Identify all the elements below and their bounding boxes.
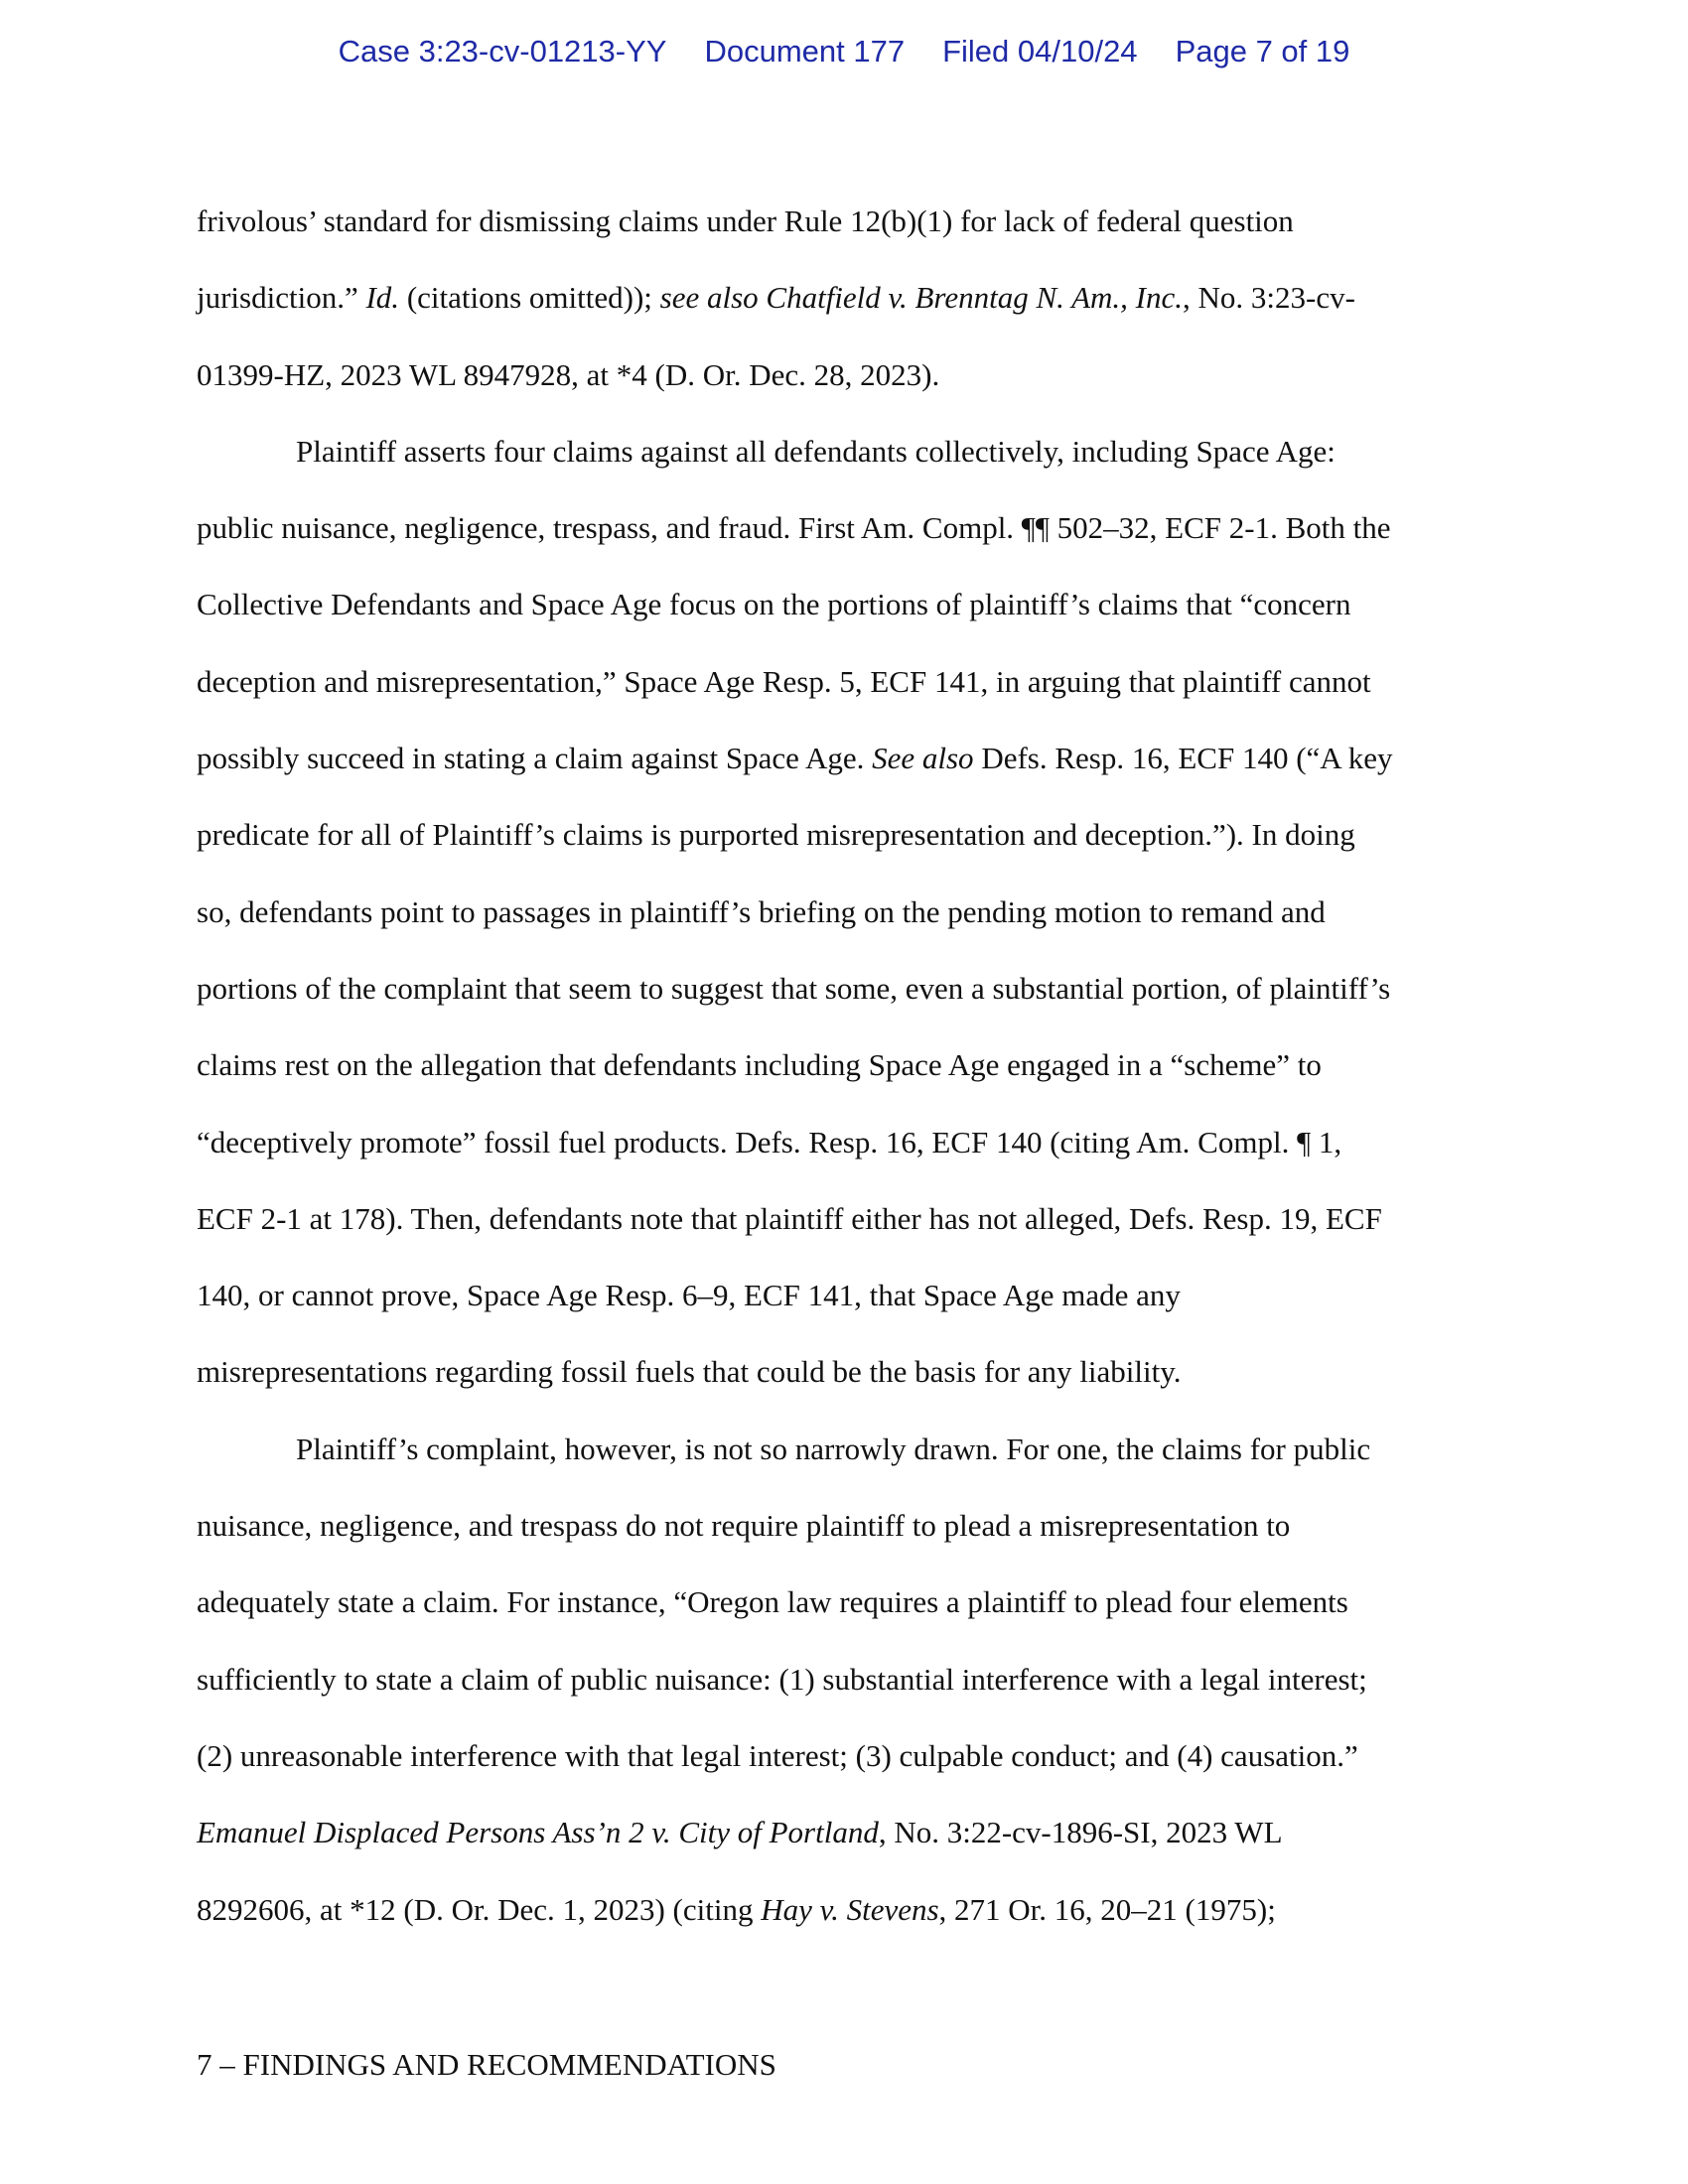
text-run: sufficiently to state a claim of public nuisance: (1) substantial interference with a legal interest; [197,1661,1367,1697]
document-number: Document 177 [704,34,906,68]
text-run: (2) unreasonable interference with that legal interest; (3) culpable conduct; and (4) causation.” [197,1737,1358,1773]
text-line [197,183,1497,259]
text-line [197,1717,1497,1794]
text-run: nuisance, negligence, and trespass do not require plaintiff to plead a misrepresentation to [197,1508,1291,1544]
text-run: Defs. Resp. 16, ECF 140 (“A key [973,741,1393,776]
text-run: 01399-HZ, 2023 WL 8947928, at *4 (D. Or. Dec. 28, 2023). [197,356,940,392]
text-run: Collective Defendants and Space Age focus on the portions of plaintiff’s claims that “concern [197,587,1351,622]
text-run: , No. 3:22-cv-1896-SI, 2023 WL [878,1815,1283,1850]
text-line [197,1871,1497,1948]
italic-citation: See also [872,741,974,776]
page-number: Page 7 of 19 [1175,34,1350,68]
body-text [197,183,1497,1948]
text-line [197,1487,1497,1564]
text-line [197,489,1497,566]
text-run: ECF 2-1 at 178). Then, defendants note that plaintiff either has not alleged, Defs. Resp. 19, ECF [197,1200,1382,1236]
text-line [197,1411,1497,1487]
text-line [197,950,1497,1026]
text-line [197,1104,1497,1180]
case-number: Case 3:23-cv-01213-YY [338,34,667,68]
text-run: so, defendants point to passages in plaintiff’s briefing on the pending motion to remand and [197,893,1326,929]
text-run: (citations omitted)); [399,280,660,316]
text-line [197,1026,1497,1103]
text-line [197,1794,1497,1870]
text-line [197,643,1497,720]
ecf-header [0,30,1688,73]
text-run: misrepresentations regarding fossil fuels that could be the basis for any liability. [197,1354,1182,1390]
text-run: Plaintiff asserts four claims against all defendants collectively, including Space Age: [296,433,1336,469]
text-run: 140, or cannot prove, Space Age Resp. 6–9, ECF 141, that Space Age made any [197,1278,1181,1313]
text-line [197,720,1497,796]
text-run: jurisdiction.” [197,280,366,316]
text-run: public nuisance, negligence, trespass, and fraud. First Am. Compl. ¶¶ 502–32, ECF 2-1. Both the [197,510,1391,546]
text-line [197,1180,1497,1257]
text-line [197,796,1497,873]
text-run: portions of the complaint that seem to suggest that some, even a substantial portion, of plaintiff’s [197,970,1391,1006]
text-line [197,1333,1497,1410]
text-line [197,566,1497,642]
paragraph-2 [197,413,1497,1411]
italic-citation: Id. [365,280,400,316]
text-run: Plaintiff’s complaint, however, is not so narrowly drawn. For one, the claims for public [296,1431,1371,1466]
page-footer: 7 – FINDINGS AND RECOMMENDATIONS [197,2047,776,2082]
text-line [197,337,1497,413]
text-line [197,874,1497,950]
text-run: “deceptively promote” fossil fuel products. Defs. Resp. 16, ECF 140 (citing Am. Compl. ¶ 1, [197,1124,1342,1160]
text-line [197,259,1497,336]
text-run: , 271 Or. 16, 20–21 (1975); [938,1891,1276,1927]
filed-date: Filed 04/10/24 [942,34,1138,68]
italic-citation: Emanuel Displaced Persons Ass’n 2 v. City of Portland [197,1815,879,1850]
paragraph-3 [197,1411,1497,1948]
text-line [197,1641,1497,1717]
text-run: possibly succeed in stating a claim against Space Age. [197,741,873,776]
text-line [197,1257,1497,1333]
text-run: claims rest on the allegation that defendants including Space Age engaged in a “scheme” to [197,1047,1322,1083]
text-run: frivolous’ standard for dismissing claims under Rule 12(b)(1) for lack of federal question [197,204,1294,238]
text-line [197,413,1497,489]
italic-citation: see also Chatfield v. Brenntag N. Am., Inc. [659,280,1183,316]
text-run: adequately state a claim. For instance, “Oregon law requires a plaintiff to plead four elements [197,1584,1348,1620]
text-run: 8292606, at *12 (D. Or. Dec. 1, 2023) (citing [197,1891,762,1927]
text-run: , No. 3:23-cv- [1183,280,1355,316]
text-run: deception and misrepresentation,” Space Age Resp. 5, ECF 141, in arguing that plaintiff cannot [197,663,1371,699]
paragraph-1 [197,183,1497,413]
text-run: predicate for all of Plaintiff’s claims is purported misrepresentation and deception.”). In doing [197,817,1355,853]
text-line [197,1564,1497,1640]
italic-citation: Hay v. Stevens [761,1891,939,1927]
